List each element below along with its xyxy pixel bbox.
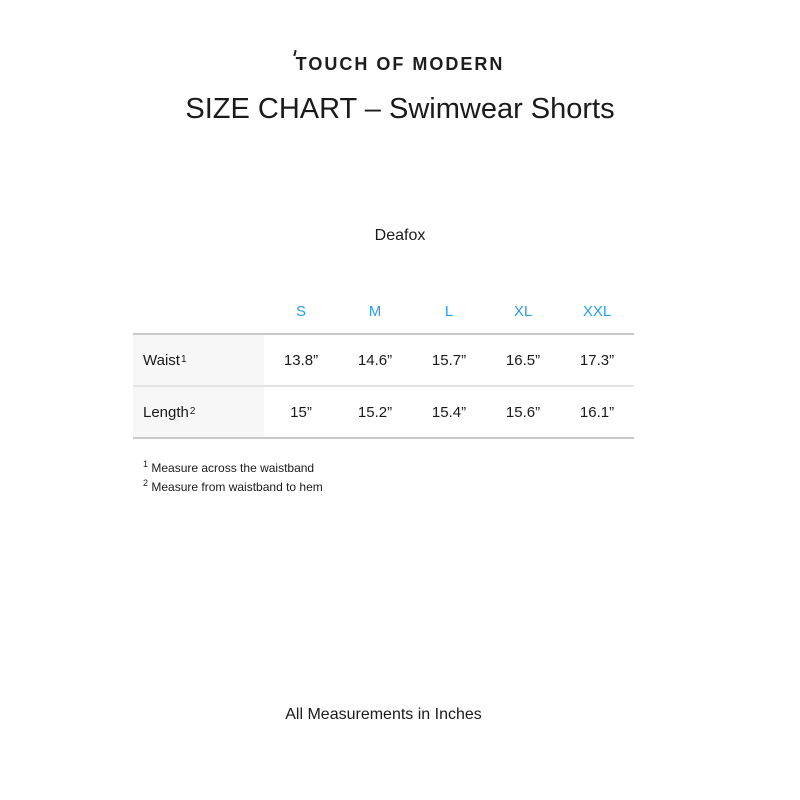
length-value-s: 15”: [290, 403, 312, 421]
size-col-header-xxl: XXL: [582, 303, 612, 320]
page-title: SIZE CHART – Swimwear Shorts: [185, 93, 615, 125]
footnote-waist-sup: 1: [143, 459, 149, 469]
footnote-waist-text: Measure across the waistband: [151, 461, 315, 475]
length-value-l: 15.4”: [431, 403, 467, 421]
waist-value-m: 14.6”: [357, 351, 393, 369]
row-label-length: Length 2: [133, 387, 264, 437]
length-value-xl: 15.6”: [505, 403, 541, 421]
table-row-length: [133, 385, 634, 437]
logo-text: TOUCH OF MODERN: [295, 54, 505, 74]
waist-value-xxl: 17.3”: [579, 351, 615, 369]
size-col-header-s: S: [295, 303, 306, 320]
size-col-header-m: M: [368, 303, 382, 320]
product-brand-name: Deafox: [374, 227, 426, 244]
waist-value-xl: 16.5”: [505, 351, 541, 369]
row-label-waist-text: Waist: [143, 351, 180, 369]
row-label-length-text: Length: [143, 403, 189, 421]
waist-value-s: 13.8”: [283, 351, 319, 369]
footnote-length-sup: 2: [143, 478, 149, 488]
footnotes: [143, 457, 323, 495]
length-value-m: 15.2”: [357, 403, 393, 421]
size-col-header-l: L: [444, 303, 454, 320]
size-table-header-row: [133, 290, 634, 333]
row-label-waist: Waist 1: [133, 335, 264, 385]
footnote-length-text: Measure from waistband to hem: [151, 480, 323, 494]
brand-logo: [0, 54, 800, 75]
size-chart-table: [133, 290, 634, 439]
measurements-unit-note: All Measurements in Inches: [285, 706, 482, 723]
footnote-length: [143, 476, 323, 495]
waist-value-l: 15.7”: [431, 351, 467, 369]
table-row-waist: [133, 335, 634, 385]
footnote-waist: [143, 457, 323, 476]
size-col-header-xl: XL: [513, 303, 533, 320]
length-value-xxl: 16.1”: [579, 403, 615, 421]
